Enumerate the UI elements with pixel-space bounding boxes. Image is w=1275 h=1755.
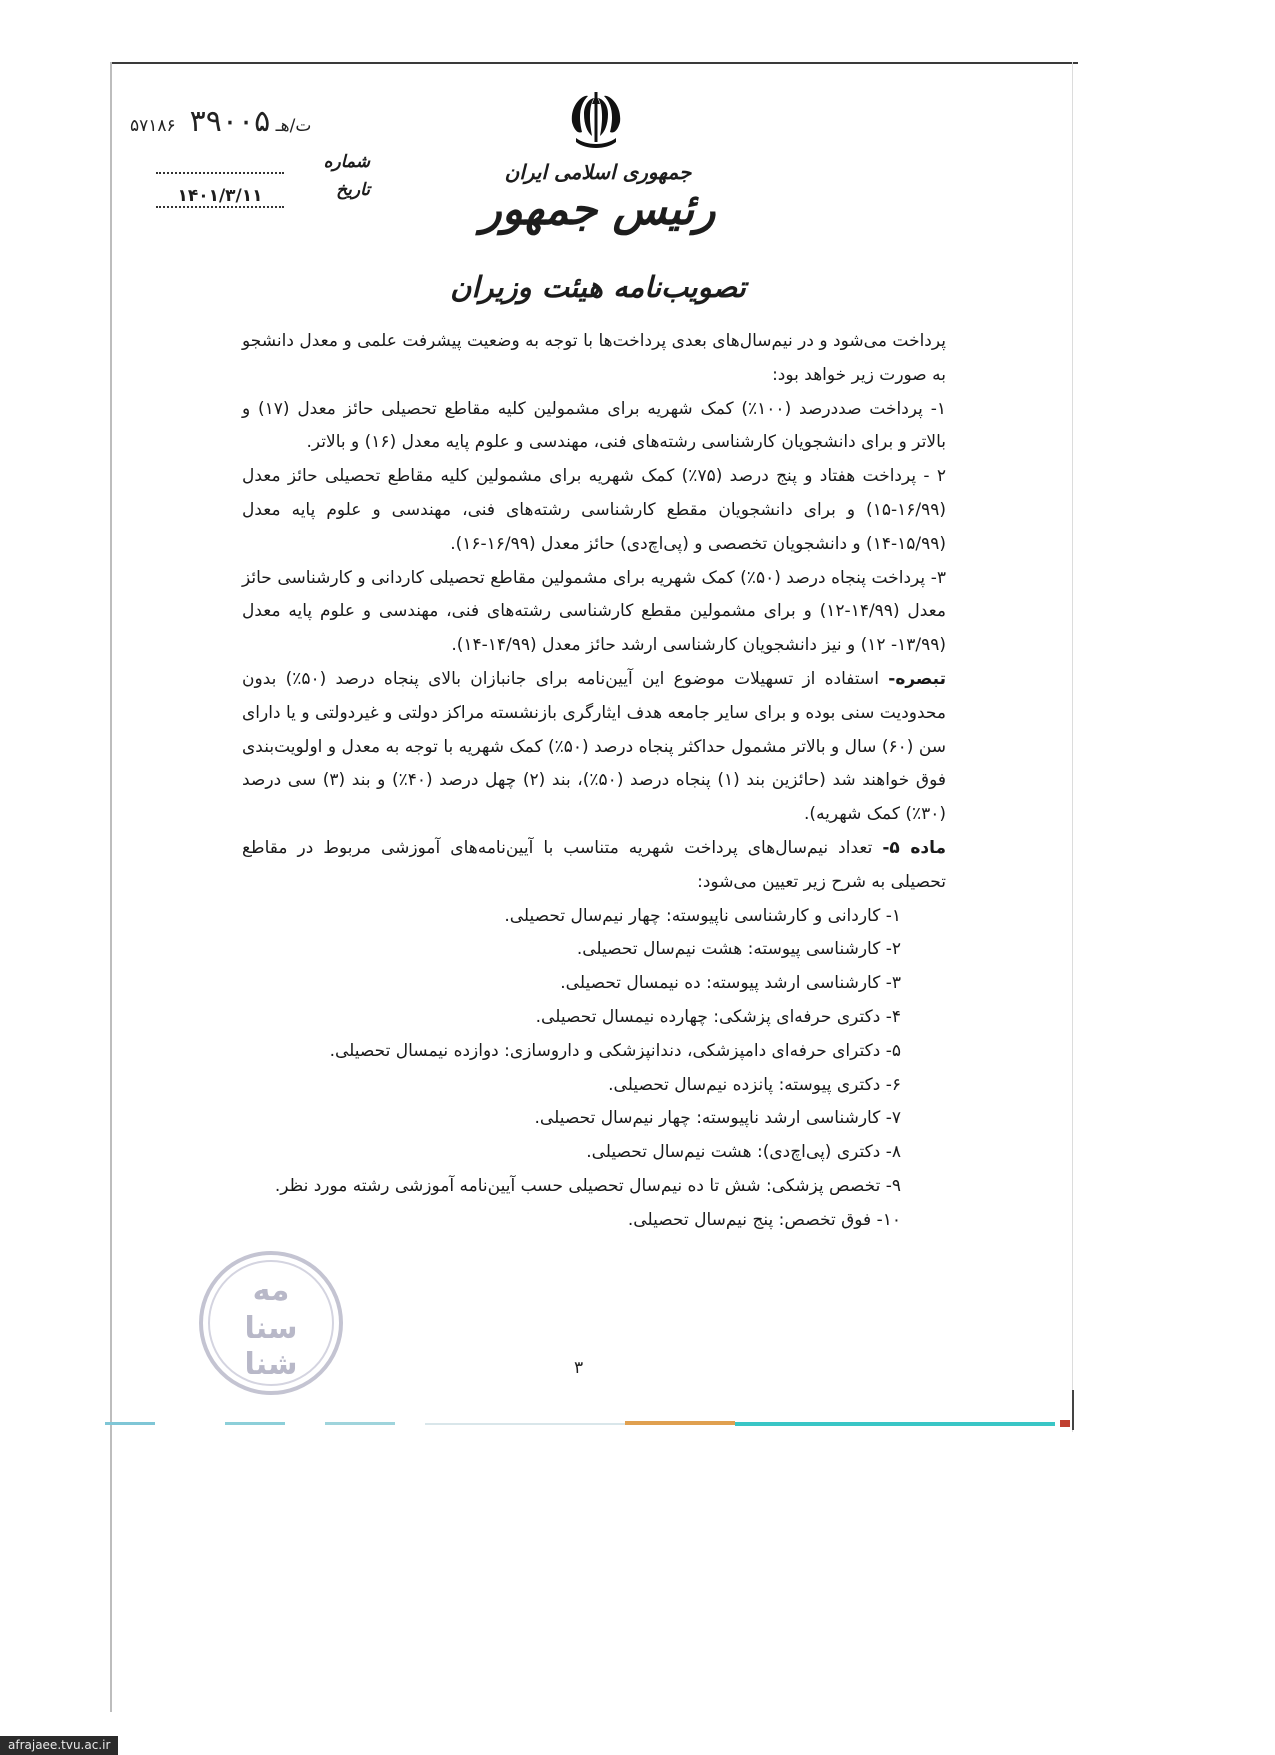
handwritten-number: ۳۹۰۰۵ xyxy=(189,104,271,139)
iran-emblem-icon xyxy=(562,92,630,150)
document-body xyxy=(242,325,946,1238)
date-value: ۱۴۰۱/۳/۱۱ xyxy=(156,186,284,208)
list-item: ۸- دکتری (پی‌اچ‌دی): هشت نیم‌سال تحصیلی. xyxy=(586,1142,901,1163)
letter-number xyxy=(130,104,311,139)
stamp-line-1: مه xyxy=(252,1273,290,1308)
watermark: afrajaee.tvu.ac.ir xyxy=(0,1736,118,1755)
list-item: ۵- دکترای حرفه‌ای دامپزشکی، دندانپزشکی و داروسازی: دوازده نیمسال تحصیلی. xyxy=(329,1040,901,1061)
list-item: ۷- کارشناسی ارشد ناپیوسته: چهار نیم‌سال تحصیلی. xyxy=(534,1108,901,1129)
article-text: تعداد نیم‌سال‌های پرداخت شهریه متناسب با آیین‌نامه‌های آموزشی مربوط در مقاطع تحصیلی به شرح زیر تعیین می‌شود: xyxy=(242,837,946,892)
list-item: ۳- کارشناسی ارشد پیوسته: ده نیمسال تحصیلی. xyxy=(560,973,901,994)
letter-meta xyxy=(130,98,370,218)
intro-paragraph: پرداخت می‌شود و در نیم‌سال‌های بعدی پرداخت‌ها با توجه به وضعیت پیشرفت علمی و معدل دانشجو به صورت زیر خواهد بود: xyxy=(242,331,946,385)
article-label: ماده ۵- xyxy=(882,837,947,858)
article-paragraph xyxy=(242,832,946,900)
list-item: ۲- کارشناسی پیوسته: هشت نیم‌سال تحصیلی. xyxy=(576,939,901,960)
list-item: ۱۰- فوق تخصص: پنج نیم‌سال تحصیلی. xyxy=(627,1209,901,1230)
scan-border-left xyxy=(110,62,112,1712)
faded-stamp xyxy=(196,1248,346,1398)
note-text: استفاده از تسهیلات موضوع این آیین‌نامه برای جانبازان بالای پنجاه درصد (۵۰٪) بدون محدودیت سنی بوده و برای سایر جامعه هدف ایثارگری بازنشسته مراکز دولتی و غیردولتی و یا دارای سن (۶۰) سال و بالاتر مشمول حداکثر پنجاه درصد (۵۰٪) کمک شهریه با توجه به معدل و اولویت‌بندی فوق خواهند شد (حائزین بند (۱) پنجاه درصد (۵۰٪)، بند (۲) چهل درصد (۴۰٪) و بند (۳) سی درصد (۳۰٪) کمک شهریه). xyxy=(242,668,946,825)
paragraph-item-1: ۱- پرداخت صددرصد (۱۰۰٪) کمک شهریه برای مشمولین کلیه مقاطع تحصیلی حائز معدل (۱۷) و بالاتر و برای دانشجویان کارشناسی رشته‌های فنی، مهندسی و علوم پایه معدل (۱۶) و بالاتر. xyxy=(242,398,946,453)
scan-artifact-strip xyxy=(105,1420,1075,1428)
note-label: تبصره- xyxy=(888,668,947,689)
stamp-line-2: سنا xyxy=(244,1311,298,1346)
header-president: رئیس جمهور xyxy=(480,184,716,235)
header-document-type: تصویب‌نامه هیئت وزیران xyxy=(450,270,746,304)
paragraph-item-2: ۲ - پرداخت هفتاد و پنج درصد (۷۵٪) کمک شهریه برای مشمولین کلیه مقاطع تحصیلی حائز معدل (۱۶/۹۹-۱۵) و برای دانشجویان مقطع کارشناسی رشته‌های فنی، مهندسی و علوم پایه معدل (۱۵/۹۹-۱۴) و دانشجویان تخصصی و (پی‌اچ‌دی) حائز معدل (۱۶/۹۹-۱۶). xyxy=(242,466,946,554)
list-item: ۶- دکتری پیوسته: پانزده نیم‌سال تحصیلی. xyxy=(608,1074,901,1095)
date-label: تاریخ xyxy=(336,180,370,200)
scan-border-top xyxy=(110,62,1078,64)
list-item: ۹- تخصص پزشکی: شش تا ده نیم‌سال تحصیلی حسب آیین‌نامه آموزشی رشته مورد نظر. xyxy=(274,1175,901,1196)
list-item: ۱- کاردانی و کارشناسی ناپیوسته: چهار نیم‌سال تحصیلی. xyxy=(504,905,901,926)
stamp-line-3: شنا xyxy=(244,1347,298,1382)
paragraph-item-3: ۳- پرداخت پنجاه درصد (۵۰٪) کمک شهریه برای مشمولین مقاطع تحصیلی کاردانی و کارشناسی حائز معدل (۱۴/۹۹-۱۲) و برای مشمولین مقطع کارشناسی رشته‌های فنی، مهندسی و علوم پایه معدل (۱۳/۹۹- ۱۲) و نیز دانشجویان کارشناسی ارشد حائز معدل (۱۴/۹۹-۱۴). xyxy=(242,567,946,656)
scan-border-right xyxy=(1072,62,1073,1432)
note-paragraph xyxy=(242,663,946,832)
number-label: شماره xyxy=(323,152,370,172)
number-value xyxy=(156,152,284,174)
page-number: ۳ xyxy=(574,1358,584,1378)
list-item: ۴- دکتری حرفه‌ای پزشکی: چهارده نیمسال تحصیلی. xyxy=(535,1006,901,1027)
reference-number: ۵۷۱۸۶ت/هـ xyxy=(130,116,312,136)
semester-list xyxy=(242,900,946,1238)
header-country: جمهوری اسلامی ایران xyxy=(504,160,692,184)
